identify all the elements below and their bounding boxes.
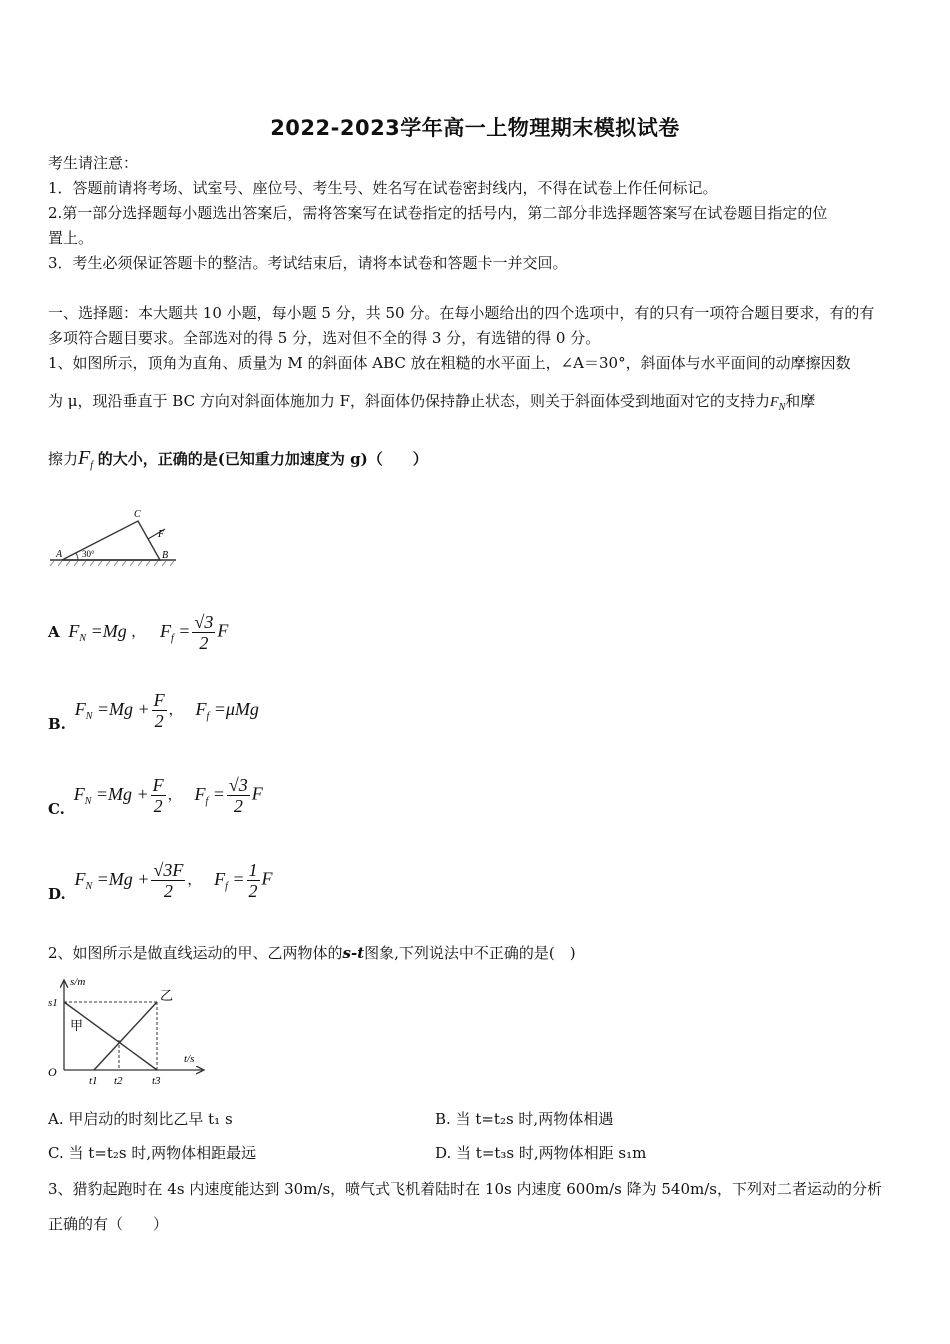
q1-option-b[interactable]: B. $F_N =Mg$ + $\frac{F}{2}$ ， $F_f =\mu Mg$ [48,690,259,733]
graph-t3: t3 [152,1075,161,1087]
section-instructions-2: 多项符合题目要求。全部选对的得 5 分，选对但不全的得 3 分，有选错的得 0 分。 [48,329,601,347]
graph-s1: s1 [48,997,58,1009]
q2-option-d[interactable]: D. 当 t=t₃s 时,两物体相距 s₁m [435,1144,647,1162]
q1-option-c[interactable]: C. $F_N =Mg$ + $\frac{F}{2}$ ， $F_f$ = $\frac{√3}{2}$ F [48,775,263,818]
q1-option-d[interactable]: D. $F_N =Mg$ + $\frac{√3F}{2}$ ， $F_f$ = $\frac{1}{2}$ F [48,860,273,903]
q2-st-graph [44,972,214,1088]
fig-label-angle: 30° [82,549,95,559]
q1-stem-1: 1、如图所示，顶角为直角、质量为 M 的斜面体 ABC 放在粗糙的水平面上，∠A＝30°，斜面体与水平面间的动摩擦因数 [48,354,851,372]
notice-item-2-cont: 置上。 [48,229,94,247]
fig-label-c: C [134,509,141,520]
graph-ylabel: s/m [70,976,86,988]
graph-t1: t1 [89,1075,98,1087]
graph-t2: t2 [114,1075,123,1087]
fig-label-a: A [56,549,63,560]
q1-incline-figure [48,505,178,567]
notice-item-2: 2.第一部分选择题每小题选出答案后，需将答案写在试卷指定的括号内，第二部分非选择题答案写在试卷题目指定的位 [48,204,828,222]
graph-label-yi: 乙 [160,989,174,1004]
q1-option-a[interactable]: A $F_N =Mg$ ， $F_f$ = $\frac{√3}{2}$ F [48,612,229,653]
section-instructions-1: 一、选择题：本大题共 10 小题，每小题 5 分，共 50 分。在每小题给出的四个选项中，有的只有一项符合题目要求，有的有 [48,304,875,322]
q2-option-c[interactable]: C. 当 t=t₂s 时,两物体相距最远 [48,1144,257,1162]
q3-stem-2: 正确的有（ ） [48,1215,169,1233]
notice-item-3: 3．考生必须保证答题卡的整洁。考试结束后，请将本试卷和答题卡一并交回。 [48,254,568,272]
graph-xlabel: t/s [184,1053,195,1065]
q1-stem-2: 为 μ，现沿垂直于 BC 方向对斜面体施加力 F，斜面体仍保持静止状态，则关于斜面体受到地面对它的支持力$F_N$和摩 [48,392,816,413]
q2-stem: 2、如图所示是做直线运动的甲、乙两物体的s-t图象,下列说法中不正确的是( ) [48,944,576,962]
fig-label-b: B [162,550,169,561]
page-title: 2022-2023学年高一上物理期末模拟试卷 [270,116,680,140]
notice-heading: 考生请注意： [48,154,139,172]
notice-item-1: 1．答题前请将考场、试室号、座位号、考生号、姓名写在试卷密封线内，不得在试卷上作任何标记。 [48,179,718,197]
fig-label-f: F [158,529,165,540]
q3-stem-1: 3、猎豹起跑时在 4s 内速度能达到 30m/s，喷气式飞机着陆时在 10s 内速度 600m/s 降为 540m/s，下列对二者运动的分析 [48,1180,882,1198]
q2-option-a[interactable]: A. 甲启动的时刻比乙早 t₁ s [48,1110,233,1128]
graph-origin: O [48,1065,57,1079]
q2-option-b[interactable]: B. 当 t=t₂s 时,两物体相遇 [435,1110,614,1128]
graph-label-jia: 甲 [70,1019,84,1034]
q1-stem-3: 擦力$F_f$ 的大小，正确的是(已知重力加速度为 g)（ ） [48,447,428,471]
